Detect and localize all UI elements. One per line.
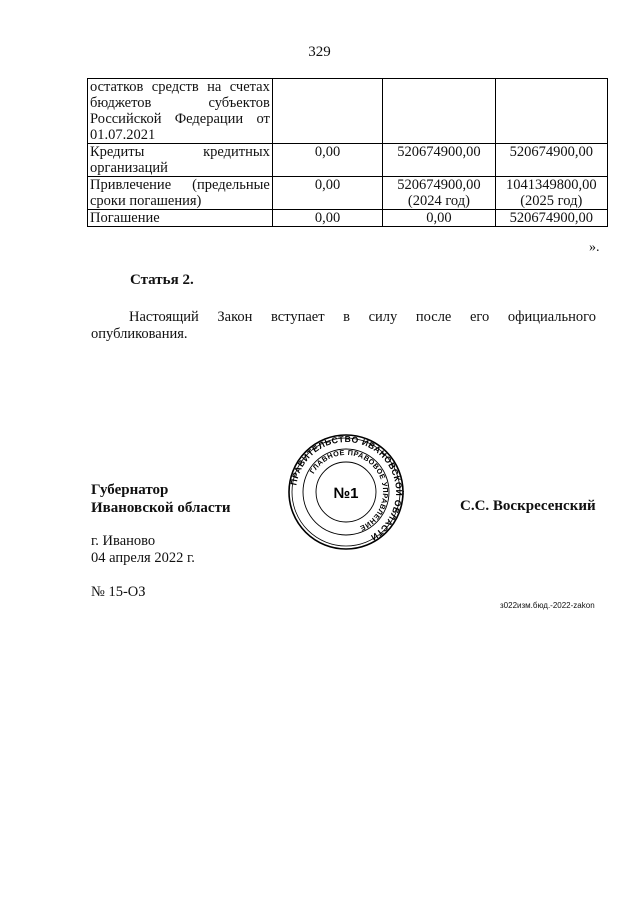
row-label-line: 01.07.2021	[90, 127, 156, 143]
value-cell-col2	[383, 177, 495, 210]
signer-name: С.С. Воскресенский	[460, 498, 596, 514]
value-period: (2024 год)	[407, 193, 470, 209]
value-cell-col1	[272, 144, 382, 177]
row-label	[88, 210, 273, 227]
value-cell-col3	[495, 210, 607, 227]
article-text-line1: Настоящий Закон вступает в силу после его официального	[129, 309, 596, 325]
closing-quote: ».	[589, 240, 600, 255]
governor-title-line1: Губернатор	[91, 482, 169, 498]
value: 0,00	[314, 144, 341, 160]
value-cell-col1	[272, 79, 382, 144]
value-cell-col3	[495, 79, 607, 144]
value: 520674900,00	[509, 210, 593, 226]
row-label-line: организаций	[90, 160, 168, 176]
table-row	[88, 210, 608, 227]
value-cell-col1	[272, 210, 382, 227]
seal-inner-text: ГЛАВНОЕ ПРАВОВОЕ УПРАВЛЕНИЕ	[307, 447, 391, 534]
governor-title-line2: Ивановской области	[91, 500, 231, 516]
value: 0,00	[314, 210, 341, 226]
governor-title	[91, 481, 231, 517]
row-label-line: сроки погашения)	[90, 193, 202, 209]
value-cell-col2	[383, 79, 495, 144]
table-row	[88, 177, 608, 210]
value-cell-col2	[383, 144, 495, 177]
article-heading: Статья 2.	[130, 272, 194, 288]
value-cell-col1	[272, 177, 382, 210]
row-label-line: Привлечение (предельные	[90, 177, 270, 193]
table-row	[88, 79, 608, 144]
value: 1041349800,00	[505, 177, 597, 193]
seal-number: №1	[333, 485, 359, 502]
value: 0,00	[426, 210, 452, 226]
value: 520674900,00	[509, 144, 593, 160]
value: 0,00	[314, 177, 341, 193]
row-label-line: Российской Федерации от	[90, 111, 270, 127]
place-and-date	[91, 533, 195, 567]
row-label	[88, 144, 273, 177]
page-number: 329	[308, 44, 331, 60]
row-label-line: Кредиты кредитных	[90, 144, 270, 160]
value: 520674900,00	[397, 177, 481, 193]
value-cell-col3	[495, 144, 607, 177]
law-number: № 15-ОЗ	[91, 584, 146, 600]
row-label	[88, 79, 273, 144]
row-label-line: бюджетов субъектов	[90, 95, 270, 111]
row-label-line: остатков средств на счетах	[90, 79, 270, 95]
value-cell-col3	[495, 177, 607, 210]
article-text	[91, 309, 596, 343]
article-text-line2: опубликования.	[91, 326, 188, 342]
official-seal	[286, 432, 406, 552]
city: г. Иваново	[91, 533, 156, 549]
value: 520674900,00	[397, 144, 481, 160]
budget-sources-table	[87, 78, 608, 227]
file-reference: з022изм.бюд.-2022-zakon	[500, 601, 595, 610]
date: 04 апреля 2022 г.	[91, 550, 195, 566]
value-period: (2025 год)	[520, 193, 583, 209]
table-row	[88, 144, 608, 177]
row-label-line: Погашение	[90, 210, 160, 226]
row-label	[88, 177, 273, 210]
value-cell-col2	[383, 210, 495, 227]
seal-outer-text: ПРАВИТЕЛЬСТВО ИВАНОВСКОЙ ОБЛАСТИ	[288, 433, 405, 543]
